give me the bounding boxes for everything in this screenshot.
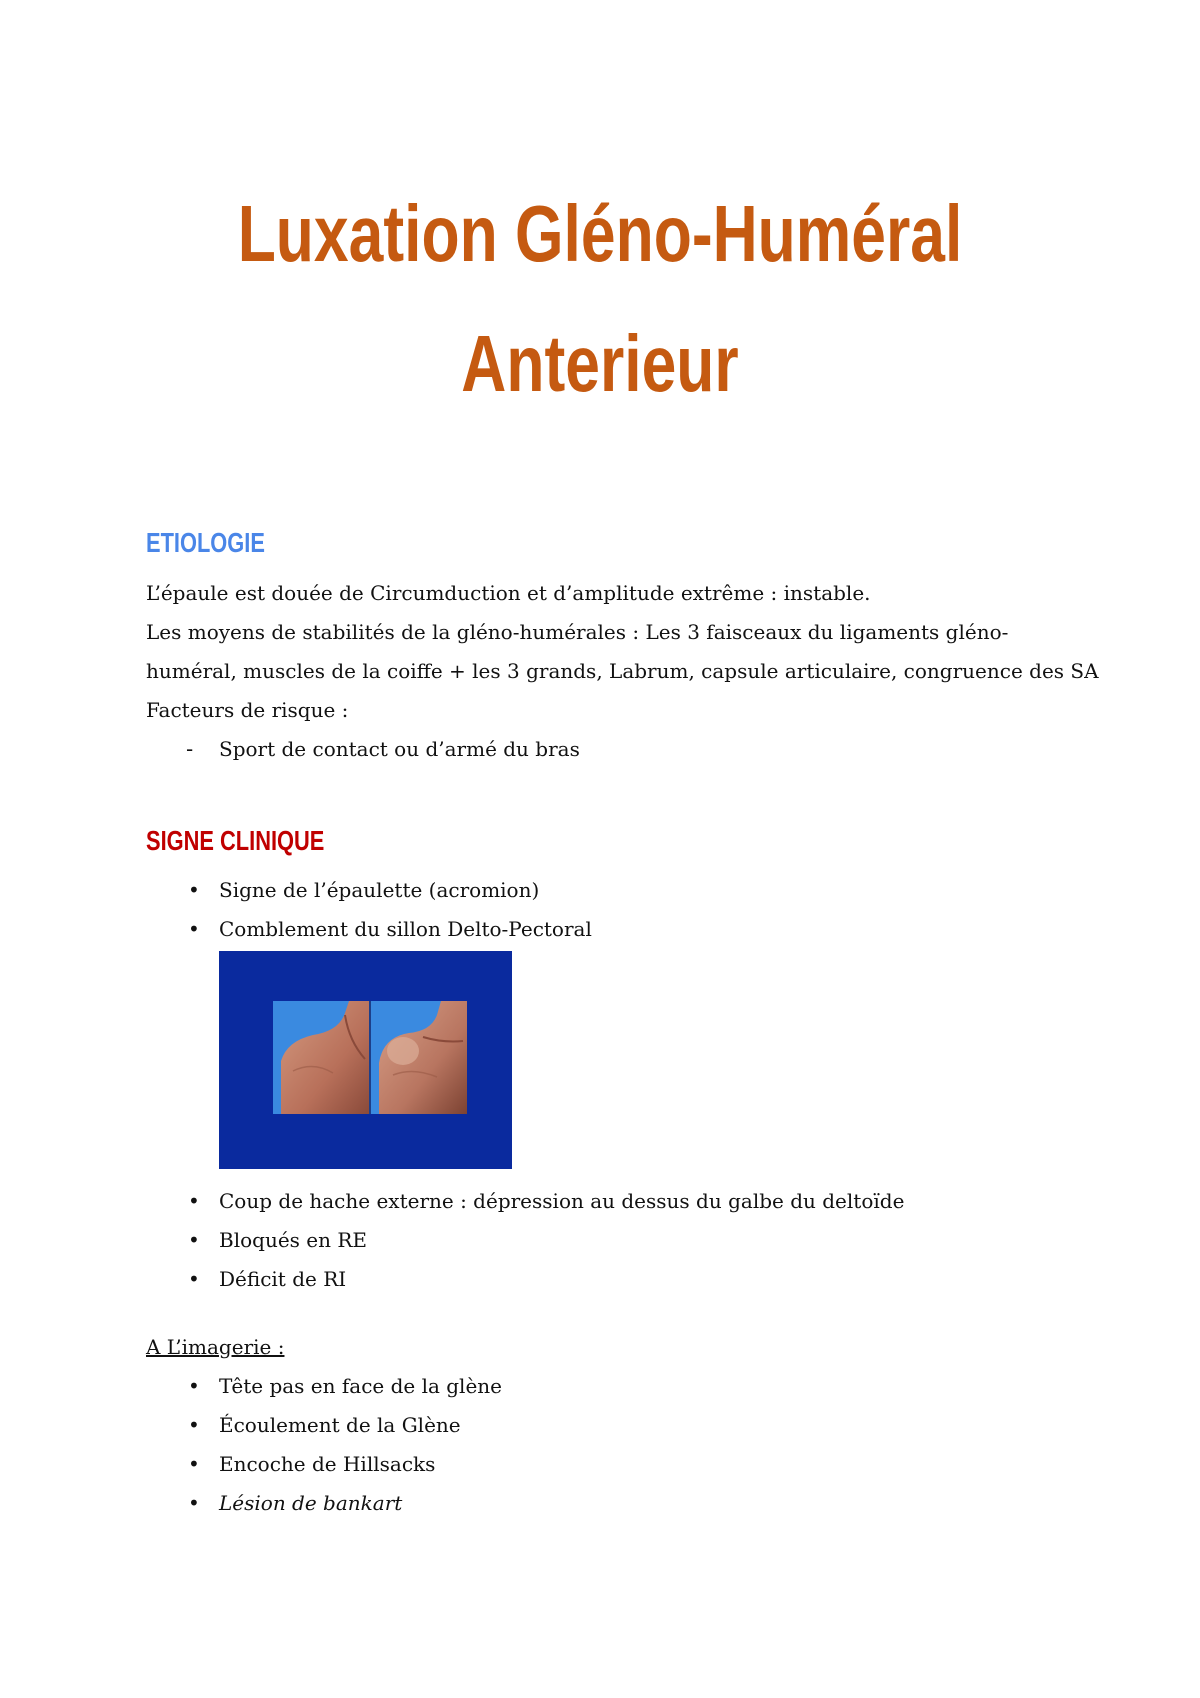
bullet-marker: •	[188, 1491, 200, 1515]
dash-marker: -	[186, 737, 194, 761]
bullet-marker: •	[188, 1374, 200, 1398]
etiologie-line-2: Les moyens de stabilités de la gléno-humérales : Les 3 faisceaux du ligaments gléno-	[146, 620, 1009, 644]
etiologie-line-4: Facteurs de risque :	[146, 698, 349, 722]
list-item: Coup de hache externe : dépression au dessus du galbe du deltoïde	[219, 1189, 905, 1213]
bullet-marker: •	[188, 1228, 200, 1252]
section-heading-signe-clinique: SIGNE CLINIQUE	[146, 825, 325, 856]
risk-factor-item: Sport de contact ou d’armé du bras	[219, 737, 580, 761]
document-title-line-2: Anterieur	[461, 319, 739, 408]
bullet-marker: •	[188, 1413, 200, 1437]
list-item: Encoche de Hillsacks	[219, 1452, 436, 1476]
list-item: Déficit de RI	[219, 1267, 347, 1291]
list-item: Signe de l’épaulette (acromion)	[219, 878, 540, 902]
list-item: Comblement du sillon Delto-Pectoral	[219, 917, 592, 941]
bullet-marker: •	[188, 1452, 200, 1476]
shoulder-figure	[219, 951, 512, 1169]
bullet-marker: •	[188, 878, 200, 902]
etiologie-line-1: L’épaule est douée de Circumduction et d’amplitude extrême : instable.	[146, 581, 871, 605]
bullet-marker: •	[188, 1267, 200, 1291]
shoulder-comparison-photo	[273, 1001, 467, 1114]
list-item: Lésion de bankart	[219, 1491, 403, 1515]
document-title-line-1: Luxation Gléno-Huméral	[237, 189, 963, 278]
list-item: Bloqués en RE	[219, 1228, 368, 1252]
list-item: Écoulement de la Glène	[219, 1413, 461, 1437]
list-item: Tête pas en face de la glène	[219, 1374, 503, 1398]
etiologie-line-3: huméral, muscles de la coiffe + les 3 grands, Labrum, capsule articulaire, congruence des SA	[146, 659, 1099, 683]
bullet-marker: •	[188, 1189, 200, 1213]
section-heading-etiologie: ETIOLOGIE	[146, 527, 265, 558]
subheading-imagerie: A L’imagerie :	[146, 1335, 285, 1359]
bullet-marker: •	[188, 917, 200, 941]
